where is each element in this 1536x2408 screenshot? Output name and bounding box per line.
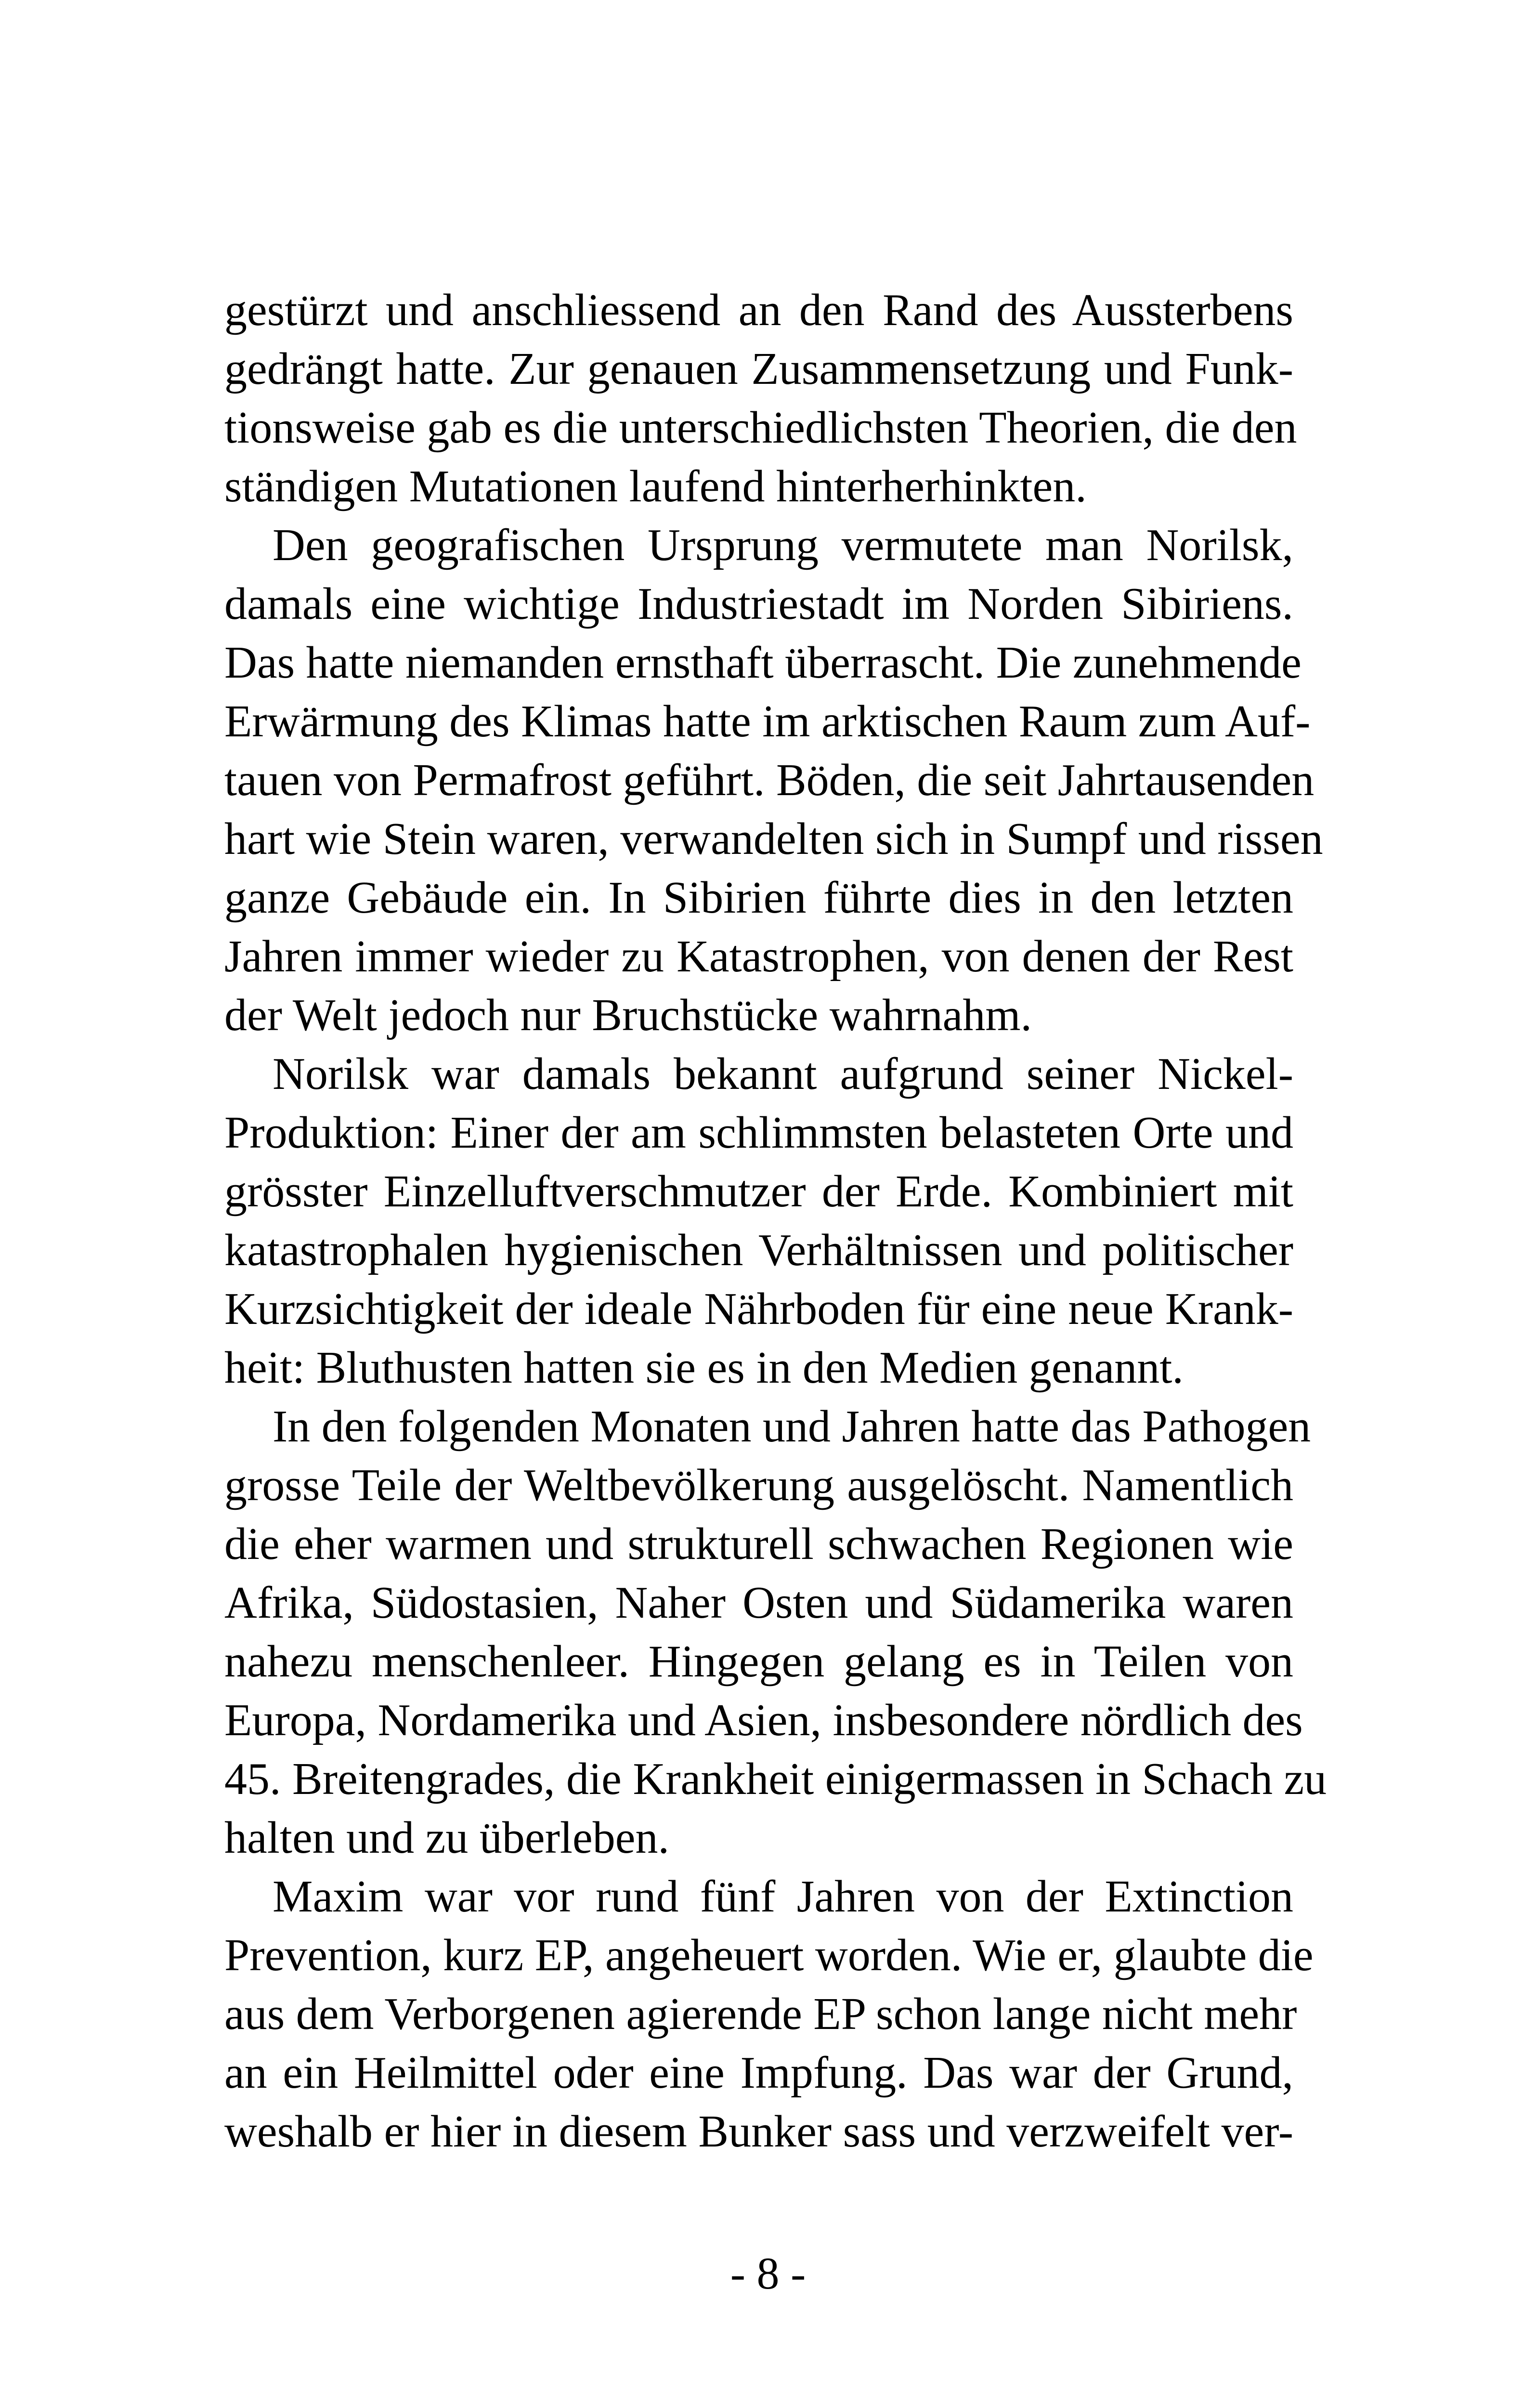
- text-line: Das hatte niemanden ernsthaft überrascht. Die zunehmende: [224, 638, 1302, 688]
- text-line: gestürzt und anschliessend an den Rand des Aussterbens: [224, 285, 1293, 335]
- text-line: nahezu menschenleer. Hingegen gelang es in Teilen von: [224, 1636, 1293, 1687]
- text-line: an ein Heilmittel oder eine Impfung. Das war der Grund,: [224, 2048, 1293, 2098]
- text-line: weshalb er hier in diesem Bunker sass und verzweifelt ver-: [224, 2107, 1293, 2157]
- text-line: Prevention, kurz EP, angeheuert worden. Wie er, glaubte die: [224, 1930, 1314, 1980]
- text-line: tionsweise gab es die unterschiedlichsten Theorien, die den: [224, 403, 1297, 453]
- text-line: tauen von Permafrost geführt. Böden, die seit Jahrtausenden: [224, 755, 1315, 805]
- text-line: hart wie Stein waren, verwandelten sich in Sumpf und rissen: [224, 814, 1323, 864]
- text-line: Europa, Nordamerika und Asien, insbesondere nördlich des: [224, 1695, 1303, 1745]
- page-number: - 8 -: [730, 2249, 806, 2299]
- text-line: damals eine wichtige Industriestadt im Norden Sibiriens.: [224, 579, 1293, 629]
- text-line: ständigen Mutationen laufend hinterherhinkten.: [224, 461, 1087, 511]
- paragraph-5: [224, 1867, 1314, 2161]
- text-line: gedrängt hatte. Zur genauen Zusammensetzung und Funk-: [224, 344, 1293, 394]
- text-line: Maxim war vor rund fünf Jahren von der Extinction: [273, 1871, 1293, 1922]
- text-line: der Welt jedoch nur Bruchstücke wahrnahm.: [224, 990, 1032, 1040]
- body-text: [224, 281, 1327, 2161]
- text-line: 45. Breitengrades, die Krankheit einigermassen in Schach zu: [224, 1754, 1327, 1804]
- text-line: Erwärmung des Klimas hatte im arktischen Raum zum Auf-: [224, 696, 1311, 746]
- paragraph-2: [224, 516, 1323, 1045]
- paragraph-3: [224, 1045, 1293, 1397]
- text-line: Den geografischen Ursprung vermutete man Norilsk,: [273, 520, 1293, 570]
- text-line: grösster Einzelluftverschmutzer der Erde. Kombiniert mit: [224, 1166, 1293, 1217]
- text-line: katastrophalen hygienischen Verhältnissen und politischer: [224, 1225, 1293, 1275]
- text-line: aus dem Verborgenen agierende EP schon lange nicht mehr: [224, 1989, 1297, 2039]
- text-line: In den folgenden Monaten und Jahren hatte das Pathogen: [273, 1401, 1311, 1452]
- text-line: heit: Bluthusten hatten sie es in den Medien genannt.: [224, 1343, 1184, 1393]
- text-line: Norilsk war damals bekannt aufgrund seiner Nickel-: [273, 1049, 1293, 1099]
- text-line: die eher warmen und strukturell schwachen Regionen wie: [224, 1519, 1293, 1569]
- text-line: halten und zu überleben.: [224, 1813, 669, 1863]
- text-line: ganze Gebäude ein. In Sibirien führte dies in den letzten: [224, 873, 1293, 923]
- paragraph-4: [224, 1397, 1327, 1867]
- paragraph-1: [224, 281, 1297, 516]
- text-line: Produktion: Einer der am schlimmsten belasteten Orte und: [224, 1108, 1293, 1158]
- text-line: Kurzsichtigkeit der ideale Nährboden für eine neue Krank-: [224, 1284, 1293, 1334]
- text-line: grosse Teile der Weltbevölkerung ausgelöscht. Namentlich: [224, 1460, 1293, 1510]
- text-line: Afrika, Südostasien, Naher Osten und Südamerika waren: [224, 1578, 1293, 1628]
- text-line: Jahren immer wieder zu Katastrophen, von denen der Rest: [224, 931, 1293, 982]
